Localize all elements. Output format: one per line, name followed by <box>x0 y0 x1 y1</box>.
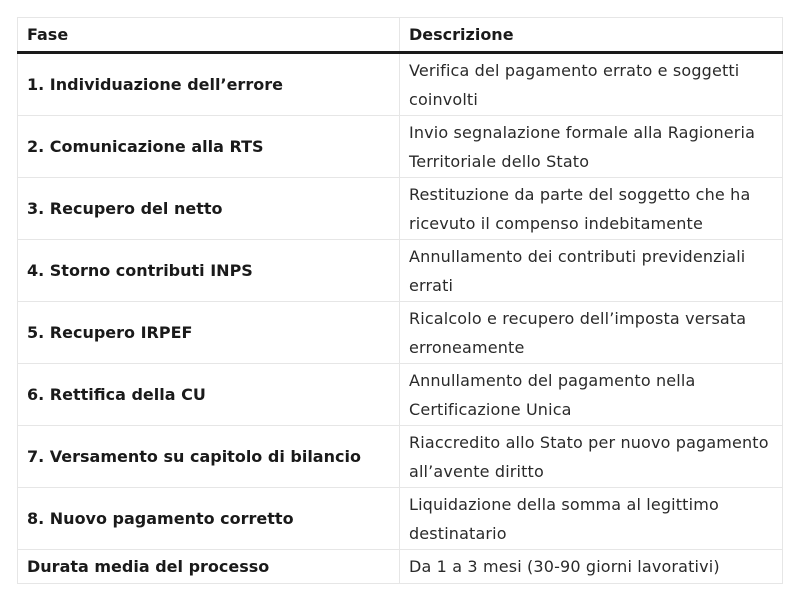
description-cell: Liquidazione della somma al legittimo destinatario <box>400 488 783 550</box>
duration-value-cell: Da 1 a 3 mesi (30-90 giorni lavorativi) <box>400 550 783 584</box>
table-row <box>18 53 783 116</box>
table-row <box>18 488 783 550</box>
description-cell: Annullamento dei contributi previdenziali errati <box>400 240 783 302</box>
header-row <box>18 18 783 53</box>
phase-cell: 6. Rettifica della CU <box>18 364 400 426</box>
description-cell: Ricalcolo e recupero dell’imposta versata erroneamente <box>400 302 783 364</box>
phase-cell: 4. Storno contributi INPS <box>18 240 400 302</box>
description-cell: Restituzione da parte del soggetto che ha ricevuto il compenso indebitamente <box>400 178 783 240</box>
phase-cell: 1. Individuazione dell’errore <box>18 53 400 116</box>
phase-cell: 8. Nuovo pagamento corretto <box>18 488 400 550</box>
table-row <box>18 116 783 178</box>
table-row <box>18 364 783 426</box>
header-fase: Fase <box>18 18 400 53</box>
table-row <box>18 178 783 240</box>
table-row-duration <box>18 550 783 584</box>
description-cell: Verifica del pagamento errato e soggetti coinvolti <box>400 53 783 116</box>
description-cell: Annullamento del pagamento nella Certificazione Unica <box>400 364 783 426</box>
table-row <box>18 302 783 364</box>
phase-cell: 5. Recupero IRPEF <box>18 302 400 364</box>
table-header <box>18 18 783 53</box>
phases-table <box>17 17 783 584</box>
duration-label-cell: Durata media del processo <box>18 550 400 584</box>
phase-cell: 3. Recupero del netto <box>18 178 400 240</box>
table-body <box>18 53 783 584</box>
description-cell: Riaccredito allo Stato per nuovo pagamento all’avente diritto <box>400 426 783 488</box>
phase-cell: 2. Comunicazione alla RTS <box>18 116 400 178</box>
phase-cell: 7. Versamento su capitolo di bilancio <box>18 426 400 488</box>
header-descrizione: Descrizione <box>400 18 783 53</box>
table-row <box>18 426 783 488</box>
table-row <box>18 240 783 302</box>
description-cell: Invio segnalazione formale alla Ragioneria Territoriale dello Stato <box>400 116 783 178</box>
